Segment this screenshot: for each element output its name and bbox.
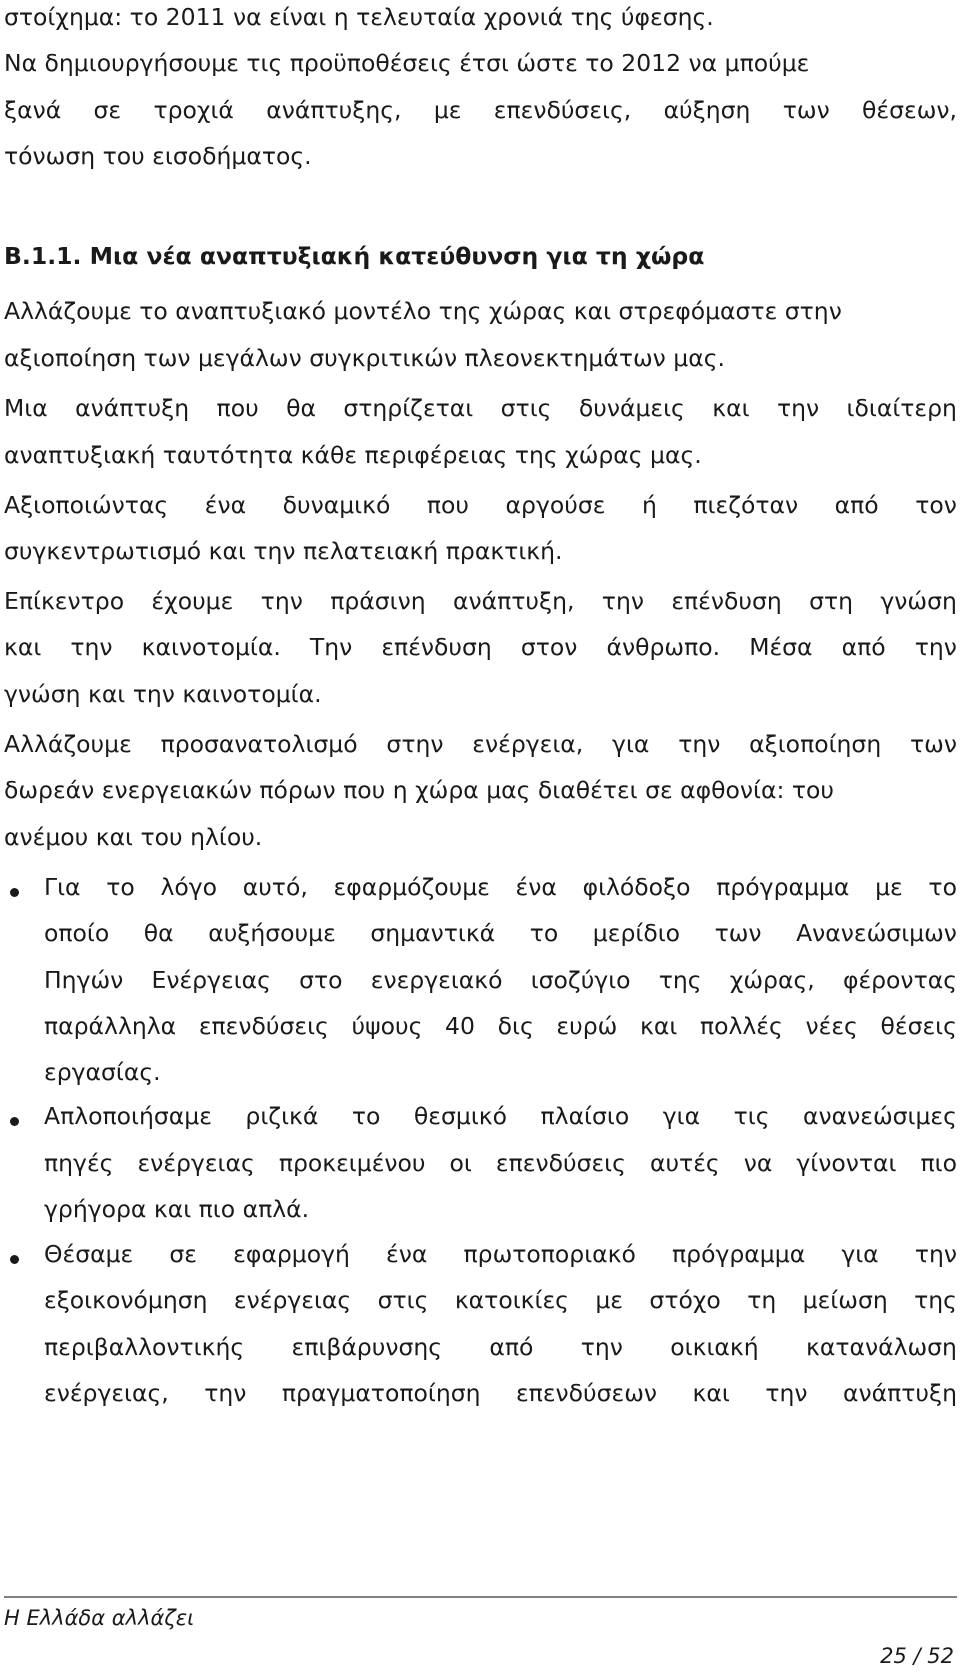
word: το [928, 873, 957, 901]
word: κατοικίες [454, 1286, 569, 1314]
word: λόγο [160, 873, 218, 901]
p5-line-2: δωρεάν ενεργειακών πόρων που η χώρα μας διαθέτει σε αφθονία: του [4, 776, 834, 804]
word: κατανάλωση [805, 1333, 957, 1361]
word: στόχο [649, 1286, 721, 1314]
p3-line-1 [4, 490, 957, 520]
b2-line-3: γρήγορα και πιο απλά. [44, 1195, 310, 1223]
word: Επίκεντρο [4, 587, 125, 615]
b1-line-5: εργασίας. [44, 1058, 161, 1086]
bullet-dot [10, 1255, 19, 1264]
word: την [914, 633, 957, 661]
word: ενέργεια, [472, 730, 584, 758]
word: αύξηση [663, 96, 751, 124]
word: επένδυση [671, 587, 782, 615]
word: την [580, 1333, 623, 1361]
b1-line-1 [44, 872, 957, 902]
word: νέες [805, 1012, 858, 1040]
word: για [841, 1240, 879, 1268]
word: δυναμικό [282, 491, 391, 519]
word: Πηγών [44, 966, 124, 994]
word: σημαντικά [370, 919, 496, 947]
p2-line-1 [4, 393, 957, 423]
word: που [216, 394, 259, 422]
word: Την [309, 633, 353, 661]
word: ανάπτυξη, [452, 587, 575, 615]
word: δις [497, 1012, 534, 1040]
word: πρωτοποριακό [463, 1240, 636, 1268]
word: την [765, 1379, 808, 1407]
word: τον [915, 491, 957, 519]
word: το [529, 919, 559, 947]
word: που [426, 491, 470, 519]
word: αργούσε [505, 491, 606, 519]
intro-line-3 [4, 95, 957, 125]
word: 40 [445, 1012, 475, 1040]
word: ξανά [4, 96, 62, 124]
word: στον [520, 633, 578, 661]
word: ισοζύγιο [530, 966, 631, 994]
p2-line-2: αναπτυξιακή ταυτότητα κάθε περιφέρειας της χώρας μας. [4, 441, 702, 469]
word: Για [44, 873, 81, 901]
footer-title: Η Ελλάδα αλλάζει [4, 1606, 195, 1630]
b3-line-1 [44, 1239, 957, 1269]
word: σε [169, 1240, 197, 1268]
p5-line-3: ανέμου και του ηλίου. [4, 823, 263, 851]
word: στη [809, 587, 854, 615]
word: παράλληλα [44, 1012, 177, 1040]
word: της [658, 966, 702, 994]
p4-line-1 [4, 586, 957, 616]
word: στις [500, 394, 552, 422]
word: για [662, 1102, 701, 1130]
word: με [433, 96, 462, 124]
word: των [782, 96, 830, 124]
b1-line-2 [44, 918, 957, 948]
word: ιδιαίτερη [846, 394, 957, 422]
p4-line-2 [4, 632, 957, 662]
b2-line-1 [44, 1101, 957, 1131]
p3-line-2: συγκεντρωτισμό και την πελατειακή πρακτική. [4, 537, 563, 565]
word: την [678, 730, 721, 758]
word: το [106, 873, 135, 901]
word: με [595, 1286, 624, 1314]
word: πιεζόταν [693, 491, 799, 519]
word: ένα [515, 873, 557, 901]
word: Απλοποιήσαμε [44, 1102, 212, 1130]
word: για [612, 730, 650, 758]
word: επενδύσεων [515, 1379, 658, 1407]
word: από [489, 1333, 534, 1361]
word: ανάπτυξης, [266, 96, 402, 124]
word: την [914, 1240, 957, 1268]
word: την [70, 633, 113, 661]
word: εξοικονόμηση [44, 1286, 208, 1314]
b1-line-3 [44, 965, 957, 995]
word: ανανεώσιμες [803, 1102, 957, 1130]
word: εφαρμογή [233, 1240, 350, 1268]
word: θεσμικό [413, 1102, 508, 1130]
word: των [910, 730, 957, 758]
word: και [692, 1379, 730, 1407]
word: το [351, 1102, 381, 1130]
word: γίνονται [796, 1149, 897, 1177]
word: δυνάμεις [578, 394, 685, 422]
word: αυξήσουμε [208, 919, 336, 947]
word: στο [299, 966, 343, 994]
word: Μια [4, 394, 48, 422]
word: την [260, 587, 303, 615]
word: προκειμένου [278, 1149, 426, 1177]
word: τις [733, 1102, 770, 1130]
b2-line-2 [44, 1148, 957, 1178]
intro-line-1: στοίχημα: το 2011 να είναι η τελευταία χρονιά της ύφεσης. [4, 3, 714, 31]
b3-line-3 [44, 1332, 957, 1362]
word: αξιοποίηση [749, 730, 882, 758]
word: στην [386, 730, 444, 758]
word: φιλόδοξο [582, 873, 691, 901]
word: ή [641, 491, 657, 519]
word: ευρώ [556, 1012, 618, 1040]
word: στηρίζεται [343, 394, 474, 422]
word: πιο [920, 1149, 957, 1177]
word: οι [449, 1149, 472, 1177]
section-heading: Β.1.1. Μια νέα αναπτυξιακή κατεύθυνση για τη χώρα [4, 242, 705, 270]
word: ανάπτυξη [75, 394, 190, 422]
word: αυτό, [242, 873, 308, 901]
word: της [914, 1286, 957, 1314]
p1-line-1: Αλλάζουμε το αναπτυξιακό μοντέλο της χώρας και στρεφόμαστε στην [4, 297, 842, 325]
p1-line-2: αξιοποίηση των μεγάλων συγκριτικών πλεονεκτημάτων μας. [4, 344, 725, 372]
word: Ανανεώσιμων [796, 919, 957, 947]
word: ένα [204, 491, 247, 519]
word: μείωση [802, 1286, 888, 1314]
word: θέσεις [880, 1012, 957, 1040]
bullet-dot [10, 888, 19, 897]
word: ανάπτυξη [842, 1379, 957, 1407]
word: πρόγραμμα [672, 1240, 806, 1268]
intro-line-4: τόνωση του εισοδήματος. [4, 142, 312, 170]
p5-line-1 [4, 729, 957, 759]
word: φέροντας [842, 966, 957, 994]
word: και [712, 394, 750, 422]
footer-divider [4, 1596, 957, 1598]
intro-line-2: Να δημιουργήσουμε τις προϋποθέσεις έτσι ώστε το 2012 να μπούμε [4, 49, 810, 77]
word: Θέσαμε [44, 1240, 134, 1268]
word: επενδύσεις [495, 1149, 626, 1177]
word: πράσινη [330, 587, 426, 615]
word: θέσεων, [862, 96, 957, 124]
b1-line-4 [44, 1011, 957, 1041]
word: από [834, 491, 879, 519]
word: ένα [386, 1240, 428, 1268]
word: ύψους [351, 1012, 423, 1040]
word: οικιακή [670, 1333, 759, 1361]
word: και [640, 1012, 678, 1040]
word: καινοτομία. [141, 633, 281, 661]
word: την [776, 394, 820, 422]
word: ενέργειας [137, 1149, 255, 1177]
word: την [601, 587, 644, 615]
word: και [4, 633, 42, 661]
word: θα [143, 919, 174, 947]
word: σε [93, 96, 122, 124]
word: ενέργειας [233, 1286, 352, 1314]
word: περιβαλλοντικής [44, 1333, 245, 1361]
word: επιβάρυνσης [291, 1333, 443, 1361]
word: μερίδιο [592, 919, 681, 947]
word: επενδύσεις [198, 1012, 329, 1040]
word: Μέσα [749, 633, 813, 661]
word: πραγματοποίηση [281, 1379, 481, 1407]
word: αυτές [649, 1149, 720, 1177]
word: Αξιοποιώντας [4, 491, 169, 519]
word: επενδύσεις, [493, 96, 632, 124]
word: με [875, 873, 903, 901]
word: Αλλάζουμε [4, 730, 132, 758]
word: ριζικά [245, 1102, 319, 1130]
p4-line-3: γνώση και την καινοτομία. [4, 680, 322, 708]
word: έχουμε [151, 587, 234, 615]
b3-line-4 [44, 1378, 957, 1408]
word: τροχιά [153, 96, 234, 124]
word: ενέργειας, [44, 1379, 169, 1407]
word: τη [747, 1286, 777, 1314]
word: πλαίσιο [540, 1102, 630, 1130]
b3-line-2 [44, 1285, 957, 1315]
word: γνώση [880, 587, 957, 615]
word: την [204, 1379, 247, 1407]
word: οποίο [44, 919, 110, 947]
word: άνθρωπο. [606, 633, 721, 661]
word: των [714, 919, 762, 947]
bullet-dot [10, 1117, 19, 1126]
word: να [743, 1149, 773, 1177]
page-number: 25 / 52 [880, 1644, 954, 1668]
word: Ενέργειας [151, 966, 271, 994]
word: ενεργειακό [370, 966, 503, 994]
word: χώρας, [729, 966, 815, 994]
word: πολλές [699, 1012, 783, 1040]
word: πρόγραμμα [716, 873, 850, 901]
word: προσανατολισμό [160, 730, 358, 758]
word: επένδυση [381, 633, 492, 661]
word: από [841, 633, 886, 661]
word: πηγές [44, 1149, 114, 1177]
word: θα [286, 394, 316, 422]
word: στις [377, 1286, 429, 1314]
word: εφαρμόζουμε [333, 873, 490, 901]
